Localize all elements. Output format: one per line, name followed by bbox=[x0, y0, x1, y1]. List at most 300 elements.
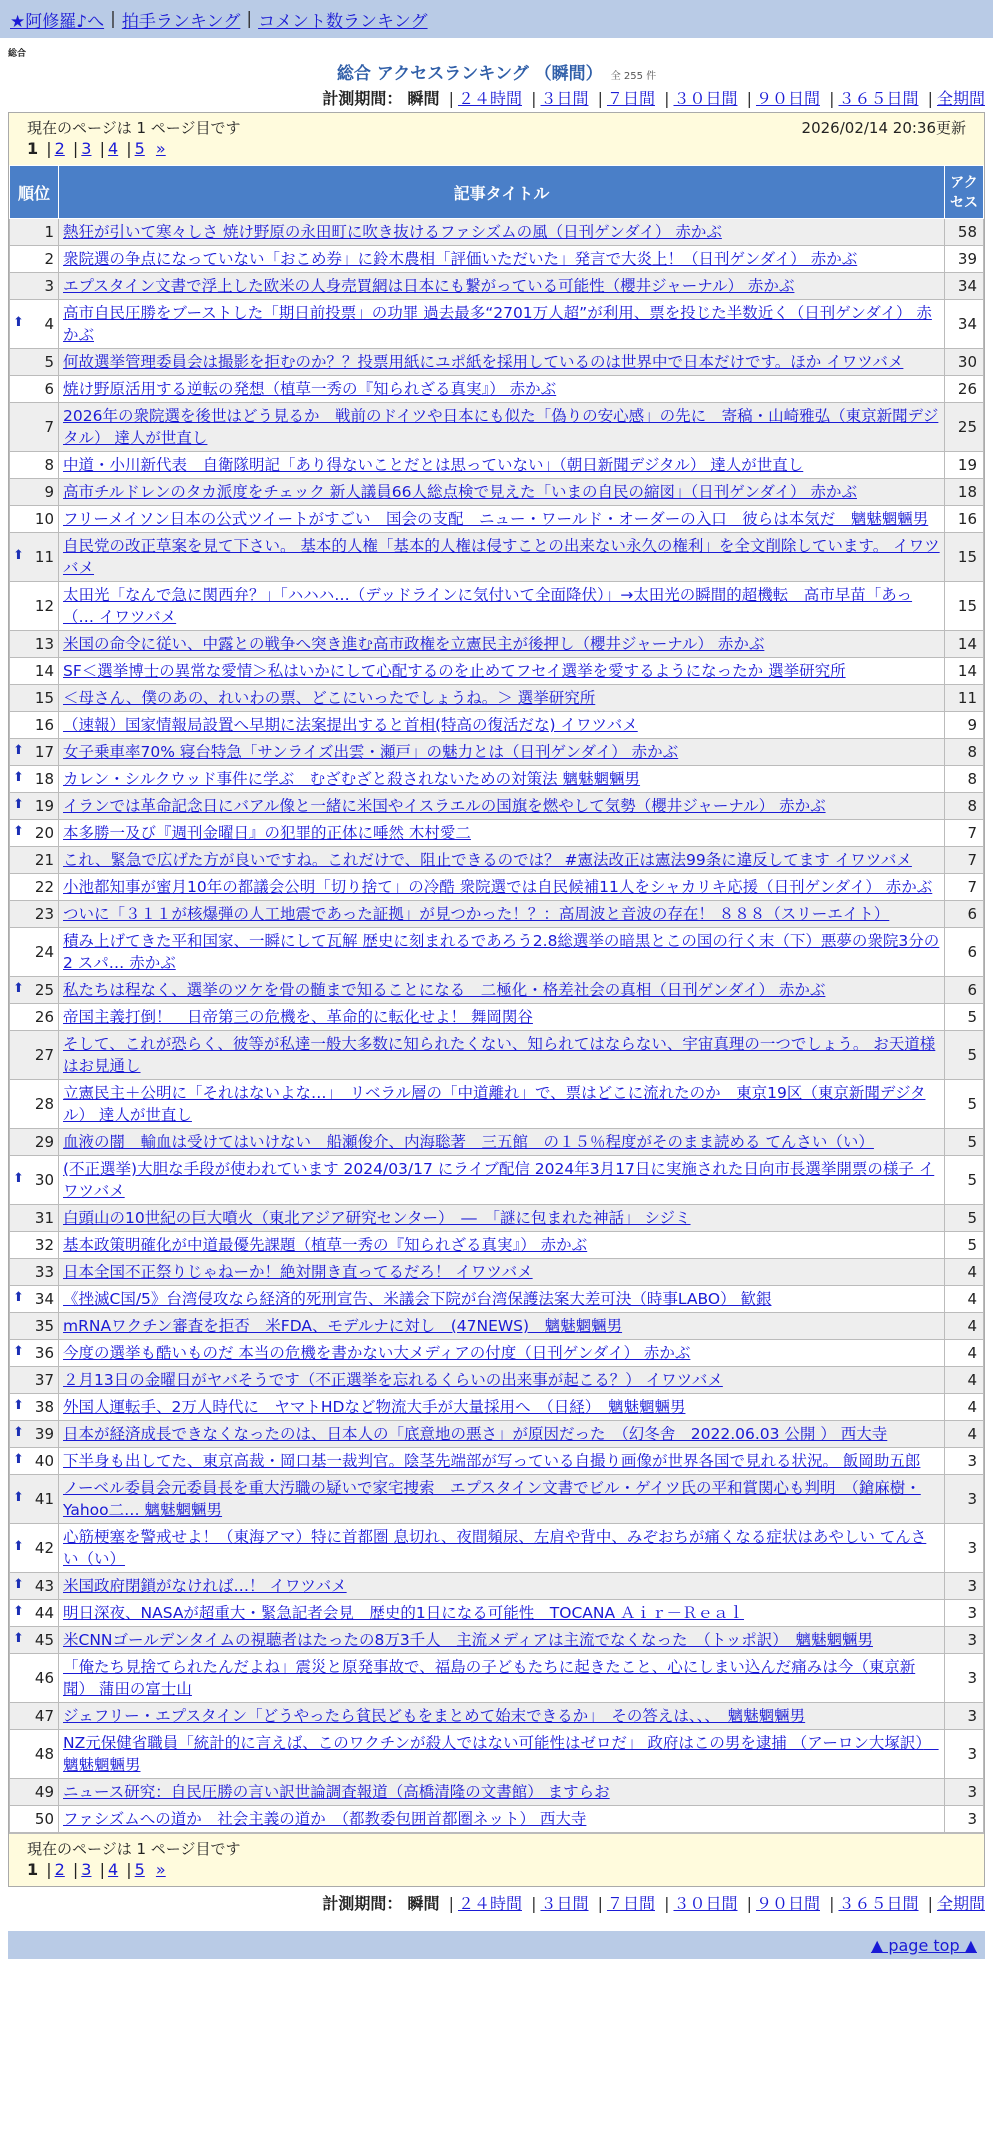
rank-cell bbox=[10, 219, 59, 246]
title-cell bbox=[59, 847, 945, 874]
access-count: 34 bbox=[945, 273, 984, 300]
table-row bbox=[10, 1031, 984, 1080]
rank-cell bbox=[10, 582, 59, 631]
rank-cell bbox=[10, 901, 59, 928]
table-row bbox=[10, 1156, 984, 1205]
period-link-24h[interactable]: ２４時間 bbox=[457, 89, 522, 108]
article-link[interactable]: 心筋梗塞を警戒せよ！（東海アマ）特に首都圏 息切れ、夜間頻尿、左肩や背中、みぞおちが痛くなる症状はあやしい てんさい（い） bbox=[63, 1528, 927, 1568]
title-cell bbox=[59, 1730, 945, 1779]
title-cell bbox=[59, 1313, 945, 1340]
rank-number: 41 bbox=[34, 1490, 54, 1508]
table-row bbox=[10, 533, 984, 582]
article-link[interactable]: NZ元保健省職員「統計的に言えば、このワクチンが殺人ではない可能性はゼロだ」 政府はこの男を逮捕 （アーロン大塚訳） 魑魅魍魎男 bbox=[63, 1734, 939, 1774]
rank-cell bbox=[10, 1806, 59, 1833]
table-row bbox=[10, 479, 984, 506]
period-link-90d[interactable]: ９０日間 bbox=[755, 1894, 820, 1913]
comment-ranking-link[interactable]: コメント数ランキング bbox=[258, 11, 428, 32]
access-count: 5 bbox=[945, 1004, 984, 1031]
rank-number: 11 bbox=[34, 548, 54, 566]
access-count: 3 bbox=[945, 1475, 984, 1524]
title-cell bbox=[59, 582, 945, 631]
pager-link-4[interactable]: 4 bbox=[107, 1860, 119, 1879]
article-link[interactable]: （速報）国家情報局設置へ早期に法案提出すると首相(特高の復活だな) イワツバメ bbox=[63, 716, 638, 734]
pager-current: 1 bbox=[27, 1860, 39, 1879]
rank-number: 50 bbox=[34, 1810, 54, 1828]
rank-up-arrow-icon: ⬆ bbox=[13, 1577, 24, 1592]
article-link[interactable]: 米CNNゴールデンタイムの視聴者はたったの8万3千人 主流メディアは主流でなくなった （トッポ訳） 魑魅魍魎男 bbox=[63, 1631, 873, 1649]
rank-number: 18 bbox=[34, 770, 54, 788]
title-cell bbox=[59, 376, 945, 403]
access-count: 39 bbox=[945, 246, 984, 273]
table-row bbox=[10, 1703, 984, 1730]
access-count: 8 bbox=[945, 739, 984, 766]
article-link[interactable]: そして、これが恐らく、彼等が私達一般大多数に知られたくない、知られてはならない、宇宙真理の一つでしょう。 お天道様はお見通し bbox=[63, 1035, 936, 1075]
title-cell bbox=[59, 273, 945, 300]
ranking-table bbox=[9, 165, 984, 1833]
rank-cell bbox=[10, 1394, 59, 1421]
table-row bbox=[10, 1080, 984, 1129]
article-link[interactable]: 太田光「なんで急に関西弁？」「ハハハ…（デッドラインに気付いて全面降伏）」→太田光の瞬間的超機転 高市早苗「あっ（… イワツバメ bbox=[63, 586, 913, 626]
table-row bbox=[10, 403, 984, 452]
access-count: 4 bbox=[945, 1259, 984, 1286]
article-link[interactable]: イランでは革命記念日にバアル像と一緒に米国やイスラエルの国旗を燃やして気勢（櫻井ジャーナル） 赤かぶ bbox=[63, 797, 826, 815]
access-count: 4 bbox=[945, 1340, 984, 1367]
rank-up-arrow-icon: ⬆ bbox=[13, 315, 24, 330]
title-cell bbox=[59, 1080, 945, 1129]
rank-cell bbox=[10, 246, 59, 273]
rank-number: 33 bbox=[34, 1263, 54, 1281]
pager-link-3[interactable]: 3 bbox=[81, 1860, 92, 1879]
home-link[interactable]: ★阿修羅♪へ bbox=[10, 11, 105, 32]
title-cell bbox=[59, 928, 945, 977]
rank-number: 42 bbox=[34, 1539, 54, 1557]
period-link-365d[interactable]: ３６５日間 bbox=[838, 1894, 919, 1913]
rank-number: 21 bbox=[34, 851, 54, 869]
rank-cell bbox=[10, 349, 59, 376]
table-row bbox=[10, 1313, 984, 1340]
title-cell bbox=[59, 452, 945, 479]
article-link[interactable]: SF＜選挙博士の異常な愛情＞私はいかにして心配するのを止めてフセイ選挙を愛するようになったか 選挙研究所 bbox=[63, 662, 846, 680]
rank-number: 28 bbox=[34, 1095, 54, 1113]
updated-timestamp: 2026/02/14 20:36更新 bbox=[801, 119, 966, 137]
access-count: 3 bbox=[945, 1730, 984, 1779]
rank-cell bbox=[10, 1475, 59, 1524]
period-link-365d[interactable]: ３６５日間 bbox=[838, 89, 919, 108]
access-count: 4 bbox=[945, 1367, 984, 1394]
rank-cell bbox=[10, 1627, 59, 1654]
period-link-all[interactable]: 全期間 bbox=[936, 89, 985, 108]
rank-cell bbox=[10, 1232, 59, 1259]
rank-cell bbox=[10, 1156, 59, 1205]
rank-cell bbox=[10, 1421, 59, 1448]
rank-cell bbox=[10, 1367, 59, 1394]
access-count: 25 bbox=[945, 403, 984, 452]
rank-number: 49 bbox=[34, 1783, 54, 1801]
rank-number: 32 bbox=[34, 1236, 54, 1254]
pager-link-2[interactable]: 2 bbox=[54, 1860, 65, 1879]
period-current: 瞬間 bbox=[407, 1894, 440, 1913]
rank-cell bbox=[10, 300, 59, 349]
article-link[interactable]: 明日深夜、NASAが超重大・緊急記者会見 歴史的1日になる可能性 TOCANA Ａｉｒ－Ｒｅａｌ bbox=[63, 1604, 745, 1622]
title-cell bbox=[59, 874, 945, 901]
rank-number: 38 bbox=[34, 1398, 54, 1416]
title-cell bbox=[59, 1524, 945, 1573]
rank-cell bbox=[10, 766, 59, 793]
access-count: 19 bbox=[945, 452, 984, 479]
table-row bbox=[10, 901, 984, 928]
rank-up-arrow-icon: ⬆ bbox=[13, 1604, 24, 1619]
article-link[interactable]: 米国の命令に従い、中露との戦争へ突き進む高市政権を立憲民主が後押し（櫻井ジャーナル） 赤かぶ bbox=[63, 635, 765, 653]
period-link-7d[interactable]: ７日間 bbox=[606, 89, 655, 108]
rank-cell bbox=[10, 1703, 59, 1730]
article-link[interactable]: 私たちは程なく、選挙のツケを骨の髄まで知ることになる 二極化・格差社会の真相（日刊ゲンダイ） 赤かぶ bbox=[63, 981, 826, 999]
rank-cell bbox=[10, 1573, 59, 1600]
rank-number: 9 bbox=[44, 483, 54, 501]
pager-next[interactable]: » bbox=[155, 139, 166, 158]
rank-cell bbox=[10, 977, 59, 1004]
access-count: 16 bbox=[945, 506, 984, 533]
table-row bbox=[10, 300, 984, 349]
article-link[interactable]: カレン・シルクウッド事件に学ぶ むざむざと殺されないための対策法 魑魅魍魎男 bbox=[63, 770, 641, 788]
title-cell bbox=[59, 219, 945, 246]
rank-cell bbox=[10, 1313, 59, 1340]
article-link[interactable]: 焼け野原活用する逆転の発想（植草一秀の『知られざる真実』） 赤かぶ bbox=[63, 380, 557, 398]
access-count: 26 bbox=[945, 376, 984, 403]
period-current: 瞬間 bbox=[407, 89, 440, 108]
rank-cell bbox=[10, 1129, 59, 1156]
total-count: 全 255 件 bbox=[610, 71, 657, 82]
article-link[interactable]: 外国人運転手、2万人時代に ヤマトHDなど物流大手が大量採用へ （日経） 魑魅魍魎男 bbox=[63, 1398, 686, 1416]
separator: | bbox=[246, 9, 253, 29]
rank-up-arrow-icon: ⬆ bbox=[13, 1539, 24, 1554]
period-link-30d[interactable]: ３０日間 bbox=[673, 89, 738, 108]
title-cell bbox=[59, 1448, 945, 1475]
title-cell bbox=[59, 1205, 945, 1232]
title-cell bbox=[59, 1259, 945, 1286]
article-link[interactable]: 衆院選の争点になっていない「おこめ券」に鈴木農相「評価いただいた」発言で大炎上！（日刊ゲンダイ） 赤かぶ bbox=[63, 250, 858, 268]
rank-number: 30 bbox=[34, 1171, 54, 1189]
title-cell bbox=[59, 793, 945, 820]
rank-number: 7 bbox=[44, 418, 54, 436]
rank-cell bbox=[10, 658, 59, 685]
table-row bbox=[10, 1573, 984, 1600]
article-link[interactable]: 立憲民主＋公明に「それはないよな…」 リベラル層の「中道離れ」で、票はどこに流れたのか 東京19区（東京新聞デジタル） 達人が世直し bbox=[63, 1084, 926, 1124]
article-link[interactable]: 小池都知事が蜜月10年の都議会公明「切り捨て」の冷酷 衆院選では自民候補11人をシャカリキ応援（日刊ゲンダイ） 赤かぶ bbox=[63, 878, 933, 896]
access-count: 58 bbox=[945, 219, 984, 246]
table-row bbox=[10, 820, 984, 847]
period-link-30d[interactable]: ３０日間 bbox=[673, 1894, 738, 1913]
article-link[interactable]: 自民党の改正草案を見て下さい。 基本的人権「基本的人権は侵すことの出来ない永久の権利」を全文削除しています。 イワツバメ bbox=[63, 537, 940, 577]
article-link[interactable]: ノーベル委員会元委員長を重大汚職の疑いで家宅捜索 エプスタイン文書でビル・ゲイツ氏の平和賞関心も判明 （鎗麻樹・Yahoo二… 魑魅魍魎男 bbox=[63, 1479, 921, 1519]
article-link[interactable]: 帝国主義打倒！ 日帝第三の危機を、革命的に転化せよ！ 舞岡関谷 bbox=[63, 1008, 533, 1026]
access-count: 8 bbox=[945, 793, 984, 820]
title-cell bbox=[59, 712, 945, 739]
rank-number: 35 bbox=[34, 1317, 54, 1335]
rank-number: 20 bbox=[34, 824, 54, 842]
article-link[interactable]: 「俺たち見捨てられたんだよね」震災と原発事故で、福島の子どもたちに起きたこと、心にしまい込んだ痛みは今（東京新聞） 蒲田の富士山 bbox=[63, 1658, 916, 1698]
access-count: 7 bbox=[945, 847, 984, 874]
page-info-row-bottom bbox=[9, 1833, 984, 1860]
table-row bbox=[10, 1779, 984, 1806]
page-info-text: 現在のページは 1 ページ目です bbox=[27, 1840, 241, 1858]
access-count: 5 bbox=[945, 1205, 984, 1232]
rank-cell bbox=[10, 1286, 59, 1313]
pager-link-3[interactable]: 3 bbox=[81, 139, 92, 158]
article-link[interactable]: 基本政策明確化が中道最優先課題（植草一秀の『知られざる真実』） 赤かぶ bbox=[63, 1236, 588, 1254]
article-link[interactable]: 今度の選挙も酷いものだ 本当の危機を書かない大メディアの付度（日刊ゲンダイ） 赤かぶ bbox=[63, 1344, 691, 1362]
table-row bbox=[10, 928, 984, 977]
rank-up-arrow-icon: ⬆ bbox=[13, 743, 24, 758]
rank-cell bbox=[10, 273, 59, 300]
rank-number: 17 bbox=[34, 743, 54, 761]
title-cell bbox=[59, 766, 945, 793]
table-row bbox=[10, 793, 984, 820]
table-row bbox=[10, 1448, 984, 1475]
title-cell bbox=[59, 1340, 945, 1367]
table-row bbox=[10, 582, 984, 631]
article-link[interactable]: mRNAワクチン審査を拒否 米FDA、モデルナに対し (47NEWS) 魑魅魍魎男 bbox=[63, 1317, 623, 1335]
access-count: 3 bbox=[945, 1448, 984, 1475]
article-link[interactable]: 白頭山の10世紀の巨大噴火（東北アジア研究センター） ― 「謎に包まれた神話」 シジミ bbox=[63, 1209, 691, 1227]
table-row bbox=[10, 376, 984, 403]
rank-cell bbox=[10, 1340, 59, 1367]
period-link-3d[interactable]: ３日間 bbox=[540, 89, 589, 108]
page-top-link[interactable]: ▲ page top ▲ bbox=[870, 1935, 977, 1955]
title-cell bbox=[59, 739, 945, 766]
table-row bbox=[10, 349, 984, 376]
table-row bbox=[10, 246, 984, 273]
page-info-row bbox=[9, 113, 984, 139]
period-link-7d[interactable]: ７日間 bbox=[606, 1894, 655, 1913]
period-link-3d[interactable]: ３日間 bbox=[540, 1894, 589, 1913]
title-cell bbox=[59, 1004, 945, 1031]
article-link[interactable]: 米国政府閉鎖がなければ…！ イワツバメ bbox=[63, 1577, 347, 1595]
rank-number: 29 bbox=[34, 1133, 54, 1151]
article-link[interactable]: (不正選挙)大胆な手段が使われています 2024/03/17 にライブ配信 2024年3月17日に実施された日向市長選挙開票の様子 イワツバメ bbox=[63, 1160, 935, 1200]
table-row bbox=[10, 1730, 984, 1779]
article-link[interactable]: 本多勝一及び『週刊金曜日』の犯罪的正体に唾然 木村愛二 bbox=[63, 824, 471, 842]
access-count: 15 bbox=[945, 533, 984, 582]
table-row bbox=[10, 1524, 984, 1573]
article-link[interactable]: 日本全国不正祭りじゃねーか！絶対開き直ってるだろ！ イワツバメ bbox=[63, 1263, 533, 1281]
table-row bbox=[10, 219, 984, 246]
article-link[interactable]: ファシズムへの道か 社会主義の道か （都教委包囲首都圏ネット） 西大寺 bbox=[63, 1810, 587, 1828]
table-row bbox=[10, 1367, 984, 1394]
rank-up-arrow-icon: ⬆ bbox=[13, 1290, 24, 1305]
rank-cell bbox=[10, 712, 59, 739]
rank-up-arrow-icon: ⬆ bbox=[13, 1631, 24, 1646]
rank-number: 23 bbox=[34, 905, 54, 923]
pager-link-5[interactable]: 5 bbox=[134, 139, 145, 158]
period-link-24h[interactable]: ２４時間 bbox=[457, 1894, 522, 1913]
rank-cell bbox=[10, 1779, 59, 1806]
article-link[interactable]: ついに「３１１が核爆弾の人工地震であった証拠」が見つかった！？：高周波と音波の存在！ ８８８（スリーエイト） bbox=[63, 905, 890, 923]
rank-cell bbox=[10, 479, 59, 506]
access-count: 3 bbox=[945, 1703, 984, 1730]
table-row bbox=[10, 452, 984, 479]
title-cell bbox=[59, 1394, 945, 1421]
col-rank-header: 順位 bbox=[10, 166, 59, 219]
footer-bar bbox=[8, 1931, 985, 1959]
access-count: 6 bbox=[945, 977, 984, 1004]
article-link[interactable]: ２月13日の金曜日がヤバそうです（不正選挙を忘れるくらいの出来事が起こる？） イワツバメ bbox=[63, 1371, 723, 1389]
access-count: 18 bbox=[945, 479, 984, 506]
table-row bbox=[10, 847, 984, 874]
access-count: 3 bbox=[945, 1627, 984, 1654]
pager-next[interactable]: » bbox=[155, 1860, 166, 1879]
access-count: 14 bbox=[945, 631, 984, 658]
rank-up-arrow-icon: ⬆ bbox=[13, 1425, 24, 1440]
period-label: 計測期間： bbox=[322, 1894, 403, 1913]
table-row bbox=[10, 712, 984, 739]
table-row bbox=[10, 506, 984, 533]
title-cell bbox=[59, 1286, 945, 1313]
period-link-all[interactable]: 全期間 bbox=[936, 1894, 985, 1913]
article-link[interactable]: 女子乗車率70% 寝台特急「サンライズ出雲・瀬戸」の魅力とは（日刊ゲンダイ） 赤かぶ bbox=[63, 743, 679, 761]
article-link[interactable]: 高市自民圧勝をブーストした「期日前投票」の功罪 過去最多“2701万人超”が利用、票を投じた半数近く（日刊ゲンダイ） 赤かぶ bbox=[63, 304, 932, 344]
article-link[interactable]: 何故選挙管理委員会は撮影を拒むのか？？投票用紙にユポ紙を採用しているのは世界中で日本だけです。ほか イワツバメ bbox=[63, 353, 904, 371]
table-row bbox=[10, 1259, 984, 1286]
pager-link-4[interactable]: 4 bbox=[107, 139, 119, 158]
rank-cell bbox=[10, 847, 59, 874]
period-link-90d[interactable]: ９０日間 bbox=[755, 89, 820, 108]
rank-number: 3 bbox=[44, 277, 54, 295]
article-link[interactable]: ジェフリー・エプスタイン「どうやったら貧民どもをまとめて始末できるか」 その答えは、、、 魑魅魍魎男 bbox=[63, 1707, 806, 1725]
title-cell bbox=[59, 1421, 945, 1448]
rank-up-arrow-icon: ⬆ bbox=[13, 770, 24, 785]
title-cell bbox=[59, 403, 945, 452]
rank-number: 25 bbox=[34, 981, 54, 999]
rank-number: 27 bbox=[34, 1046, 54, 1064]
rank-number: 2 bbox=[44, 250, 54, 268]
top-nav-bar bbox=[0, 0, 993, 38]
access-count: 5 bbox=[945, 1232, 984, 1259]
rank-up-arrow-icon: ⬆ bbox=[13, 1171, 24, 1186]
rank-cell bbox=[10, 874, 59, 901]
title-cell bbox=[59, 901, 945, 928]
article-link[interactable]: ニュース研究：自民圧勝の言い訳世論調査報道（高橋清隆の文書館） ますらお bbox=[63, 1783, 610, 1801]
table-row bbox=[10, 1627, 984, 1654]
title-cell bbox=[59, 479, 945, 506]
page-title bbox=[0, 62, 993, 86]
access-count: 5 bbox=[945, 1031, 984, 1080]
rank-number: 45 bbox=[34, 1631, 54, 1649]
rank-cell bbox=[10, 820, 59, 847]
pager-link-5[interactable]: 5 bbox=[134, 1860, 145, 1879]
article-link[interactable]: 2026年の衆院選を後世はどう見るか 戦前のドイツや日本にも似た「偽りの安心感」の先に 寄稿・山崎雅弘（東京新聞デジタル） 達人が世直し bbox=[63, 407, 939, 447]
rank-cell bbox=[10, 403, 59, 452]
title-cell bbox=[59, 1475, 945, 1524]
article-link[interactable]: フリーメイソン日本の公式ツイートがすごい 国会の支配 ニュー・ワールド・オーダーの入口 彼らは本気だ 魑魅魍魎男 bbox=[63, 510, 929, 528]
access-count: 3 bbox=[945, 1806, 984, 1833]
rank-number: 34 bbox=[34, 1290, 54, 1308]
article-link[interactable]: 日本が経済成長できなくなったのは、日本人の「底意地の悪さ」が原因だった （幻冬舎 2022.06.03 公開 ） 西大寺 bbox=[63, 1425, 888, 1443]
article-link[interactable]: 血液の闇 輸血は受けてはいけない 船瀬俊介、内海聡著 三五館 の１５％程度がそのまま読める てんさい（い） bbox=[63, 1133, 874, 1151]
table-row bbox=[10, 739, 984, 766]
table-row bbox=[10, 977, 984, 1004]
access-count: 15 bbox=[945, 582, 984, 631]
rank-up-arrow-icon: ⬆ bbox=[13, 548, 24, 563]
title-cell bbox=[59, 1232, 945, 1259]
title-cell bbox=[59, 533, 945, 582]
rank-number: 40 bbox=[34, 1452, 54, 1470]
table-row bbox=[10, 1286, 984, 1313]
title-cell bbox=[59, 1367, 945, 1394]
access-count: 9 bbox=[945, 712, 984, 739]
rank-cell bbox=[10, 376, 59, 403]
rank-cell bbox=[10, 1080, 59, 1129]
access-count: 5 bbox=[945, 1129, 984, 1156]
rank-cell bbox=[10, 928, 59, 977]
article-link[interactable]: 高市チルドレンのタカ派度をチェック 新人議員66人総点検で見えた「いまの自民の縮図」（日刊ゲンダイ） 赤かぶ bbox=[63, 483, 857, 501]
col-title-header: 記事タイトル bbox=[59, 166, 945, 219]
rank-number: 10 bbox=[34, 510, 54, 528]
table-row bbox=[10, 1004, 984, 1031]
article-link[interactable]: 《挫滅C国/5》台湾侵攻なら経済的死刑宣告、米議会下院が台湾保護法案大差可決（時事LABO） 歓銀 bbox=[63, 1290, 772, 1308]
rank-cell bbox=[10, 631, 59, 658]
table-row bbox=[10, 1654, 984, 1703]
article-link[interactable]: 積み上げてきた平和国家、一瞬にして瓦解 歴史に刻まれるであろう2.8総選挙の暗黒とこの国の行く末（下）悪夢の衆院3分の2 スパ… 赤かぶ bbox=[63, 932, 940, 972]
article-link[interactable]: ＜母さん、僕のあの、れいわの票、どこにいったでしょうね。＞ 選挙研究所 bbox=[63, 689, 596, 707]
title-cell bbox=[59, 1627, 945, 1654]
page-title-text: 総合 アクセスランキング （瞬間） bbox=[336, 64, 603, 84]
table-row bbox=[10, 874, 984, 901]
table-row bbox=[10, 1475, 984, 1524]
access-count: 5 bbox=[945, 1156, 984, 1205]
article-link[interactable]: これ、緊急で広げた方が良いですね。これだけで、阻止できるのでは？ #憲法改正は憲法99条に違反してます イワツバメ bbox=[63, 851, 912, 869]
title-cell bbox=[59, 1654, 945, 1703]
rank-number: 36 bbox=[34, 1344, 54, 1362]
rank-number: 48 bbox=[34, 1745, 54, 1763]
rank-cell bbox=[10, 506, 59, 533]
rank-cell bbox=[10, 1004, 59, 1031]
article-link[interactable]: 熱狂が引いて寒々しさ 焼け野原の永田町に吹き抜けるファシズムの風（日刊ゲンダイ） 赤かぶ bbox=[63, 223, 722, 241]
article-link[interactable]: 中道・小川新代表 自衛隊明記「あり得ないことだとは思っていない」（朝日新聞デジタル） 達人が世直し bbox=[63, 456, 804, 474]
access-count: 6 bbox=[945, 928, 984, 977]
col-count-header: アクセス bbox=[945, 166, 984, 219]
access-count: 11 bbox=[945, 685, 984, 712]
rank-up-arrow-icon: ⬆ bbox=[13, 824, 24, 839]
access-count: 14 bbox=[945, 658, 984, 685]
page-info-text: 現在のページは 1 ページ目です bbox=[27, 119, 241, 137]
title-cell bbox=[59, 1600, 945, 1627]
title-cell bbox=[59, 820, 945, 847]
rank-number: 47 bbox=[34, 1707, 54, 1725]
rank-number: 19 bbox=[34, 797, 54, 815]
rank-cell bbox=[10, 1031, 59, 1080]
title-cell bbox=[59, 977, 945, 1004]
rank-up-arrow-icon: ⬆ bbox=[13, 981, 24, 996]
rank-number: 44 bbox=[34, 1604, 54, 1622]
access-count: 4 bbox=[945, 1313, 984, 1340]
period-selector-bottom: 計測期間： 瞬間 | ２４時間 | ３日間 | ７日間 | ３０日間 | ９０日間 | ３６５日間 | 全期間 bbox=[322, 1894, 985, 1913]
pager-top: 1 | 2 | 3 | 4 | 5 » bbox=[9, 139, 984, 165]
article-link[interactable]: エプスタイン文書で浮上した欧米の人身売買網は日本にも繋がっている可能性（櫻井ジャーナル） 赤かぶ bbox=[63, 277, 795, 295]
title-cell bbox=[59, 1573, 945, 1600]
pager-link-2[interactable]: 2 bbox=[54, 139, 65, 158]
rank-cell bbox=[10, 1448, 59, 1475]
article-link[interactable]: 下半身も出してた、東京高裁・岡口基一裁判官。陰茎先端部が写っている自撮り画像が世界各国で見れる状況。 飯岡助五郎 bbox=[63, 1452, 921, 1470]
rank-cell bbox=[10, 793, 59, 820]
table-row bbox=[10, 1129, 984, 1156]
rank-number: 31 bbox=[34, 1209, 54, 1227]
rank-number: 26 bbox=[34, 1008, 54, 1026]
access-count: 6 bbox=[945, 901, 984, 928]
title-cell bbox=[59, 685, 945, 712]
rank-number: 16 bbox=[34, 716, 54, 734]
rank-number: 39 bbox=[34, 1425, 54, 1443]
clap-ranking-link[interactable]: 拍手ランキング bbox=[121, 11, 241, 32]
